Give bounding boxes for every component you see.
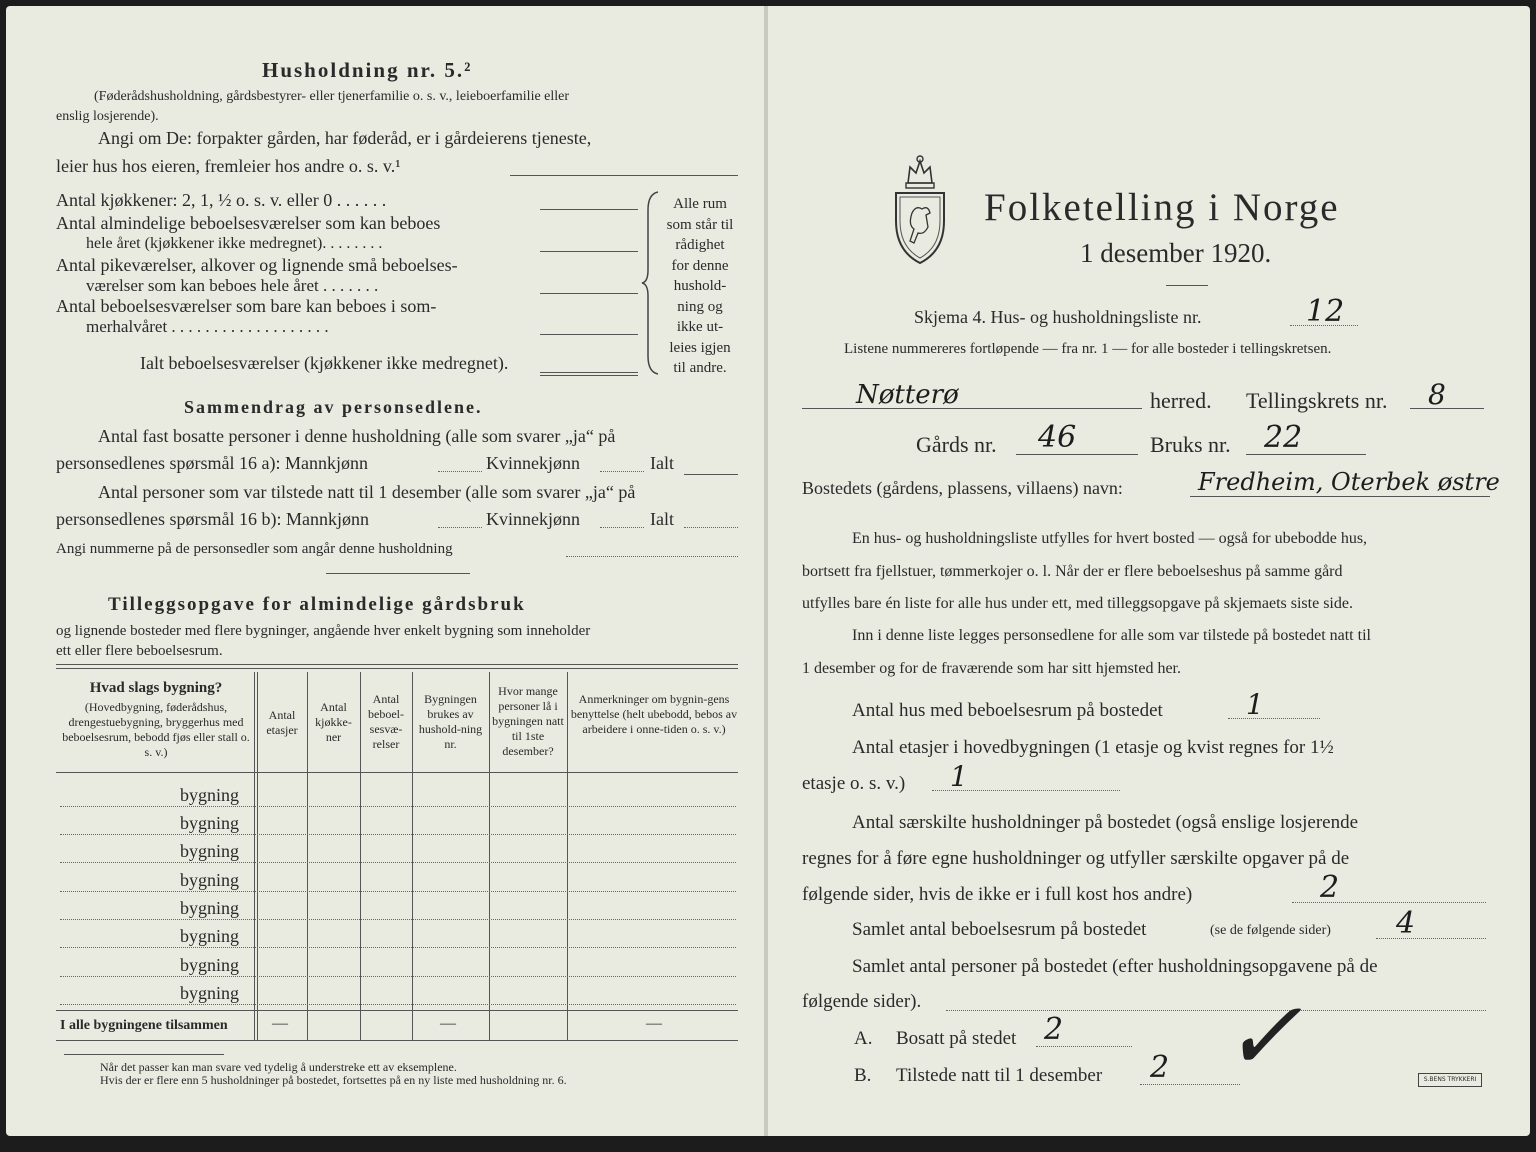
row-label: bygning	[180, 870, 240, 890]
rooms-label-2b: værelser som kan beboes hele året . . . . . . .	[86, 276, 379, 295]
summary-text-2: Antal personer som var tilstede natt til 1 desember (alle som svarer „ja“ på	[98, 482, 636, 502]
q-hush-label: Antal særskilte husholdninger på bostedet (også enslige losjerende	[852, 812, 1359, 833]
instruction-2: bortsett fra fjellstuer, tømmerkojer o. l. Når der er flere beboelseshus på samme gård	[802, 563, 1343, 580]
bruks-label: Bruks nr.	[1150, 432, 1231, 457]
household-title: Husholdning nr. 5.²	[262, 58, 473, 82]
row-label: bygning	[180, 813, 240, 833]
schema-number: 12	[1306, 294, 1345, 329]
angi-answer-line	[510, 175, 738, 176]
rooms-1-answer-line	[540, 251, 638, 252]
coat-of-arms-icon	[890, 153, 950, 267]
footnote-2: Hvis der er flere enn 5 husholdninger på bostedet, fortsettes på en ny liste med husholdning nr. 6.	[100, 1073, 567, 1087]
numbering-note: Listene nummereres fortløpende — fra nr. 1 — for alle bosteder i tellingskretsen.	[844, 341, 1332, 357]
census-date: 1 desember 1920.	[1080, 238, 1272, 268]
herred-label: herred.	[1150, 388, 1212, 413]
numbers-note: Angi nummerne på de personsedler som angår denne husholdning	[56, 541, 453, 557]
title-divider	[1166, 285, 1208, 286]
instruction-4: Inn i denne liste legges personsedlene for alle som var tilstede på bostedet natt til	[852, 627, 1371, 644]
kvinne-1-line	[600, 471, 644, 472]
instruction-1: En hus- og husholdningsliste utfylles for hvert bosted — også for ubebodde hus,	[852, 530, 1368, 547]
q-hush-label-cont2: følgende sider, hvis de ikke er i full kost hos andre)	[802, 884, 1193, 905]
supplement-text: og lignende bosteder med flere bygninger, angående hver enkelt bygning som inneholder	[56, 623, 591, 639]
footnote-rule	[64, 1054, 224, 1055]
col-header-kitchens: Antal kjøkke-ner	[315, 700, 352, 744]
kvinne-label-2: Kvinnekjønn	[486, 509, 580, 529]
q-hus-label: Antal hus med beboelsesrum på bostedet	[852, 700, 1163, 721]
q-hush-value: 2	[1320, 870, 1340, 905]
instruction-5: 1 desember og for de fraværende som har sitt hjemsted her.	[802, 660, 1181, 677]
footnote-1: Når det passer kan man svare ved tydelig å understreke ett av eksemplene.	[100, 1060, 457, 1074]
bosted-label: Bostedets (gårdens, plassens, villaens) navn:	[802, 478, 1123, 498]
table-top-rule-2	[56, 668, 738, 669]
q-rum-value: 4	[1396, 906, 1416, 941]
schema-number-line	[1290, 325, 1358, 326]
table-col-line	[412, 672, 413, 1040]
bosted-value: Fredheim, Oterbek østre	[1198, 468, 1500, 496]
krets-line	[1410, 408, 1484, 409]
q-hush-line	[1292, 902, 1486, 903]
q-pers-label: Samlet antal personer på bostedet (efter husholdningsopgavene på de	[852, 956, 1378, 977]
page-title: Folketelling i Norge	[984, 186, 1340, 229]
row-line	[60, 919, 736, 920]
kvinne-2-line	[600, 527, 644, 528]
bosted-line	[1190, 496, 1490, 497]
col-header-floors: Antal etasjer	[266, 708, 298, 737]
b-label: B.	[854, 1065, 872, 1086]
summary-text-2b: personsedlenes spørsmål 16 b): Mannkjønn	[56, 509, 369, 529]
angi-text-cont: leier hus hos eieren, fremleier hos andre o. s. v.¹	[56, 156, 401, 176]
ialt-label-2: Ialt	[650, 509, 674, 529]
table-col-line	[257, 672, 258, 1040]
row-label: bygning	[180, 785, 240, 805]
rooms-label-3: Antal beboelsesværelser som bare kan beboes i som-	[56, 296, 437, 316]
row-line	[60, 1004, 736, 1005]
summary-text-1b: personsedlenes spørsmål 16 a): Mannkjønn	[56, 453, 368, 473]
row-line	[60, 976, 736, 977]
herred-value: Nøtterø	[856, 380, 959, 410]
table-col-line	[567, 672, 568, 1040]
row-label: bygning	[180, 841, 240, 861]
bruks-value: 22	[1264, 420, 1303, 455]
check-mark-icon: ✓	[1222, 980, 1303, 1092]
row-line	[60, 834, 736, 835]
col-header-type-note: (Hovedbygning, føderådshus, drengestuebygning, bryggerhus med beboelsesrum, bebodd fjøs eller stall o. s. v.)	[62, 700, 250, 759]
rooms-label-1b: hele året (kjøkkener ikke medregnet). . . . . . . .	[86, 235, 383, 252]
q-pers-line	[946, 1010, 1486, 1011]
gards-label: Gårds nr.	[916, 432, 997, 457]
row-label: bygning	[180, 983, 240, 1003]
mann-1-line	[438, 471, 482, 472]
table-col-line	[307, 672, 308, 1040]
q-rum-label: Samlet antal beboelsesrum på bostedet	[852, 919, 1147, 940]
q-pers-label-cont: følgende sider).	[802, 991, 922, 1012]
ialt-2-line	[684, 527, 738, 528]
col-header-remarks: Anmerkninger om bygnin-gens benyttelse (helt ubebodd, bebos av arbeidere i onne-tiden o. s. v.)	[570, 692, 738, 736]
row-label: bygning	[180, 926, 240, 946]
row-label: bygning	[180, 898, 240, 918]
q-rum-note: (se de følgende sider)	[1210, 923, 1331, 938]
table-header-rule	[56, 772, 738, 773]
total-remarks-mark: —	[646, 1015, 662, 1032]
ialt-1-line	[684, 474, 738, 475]
instruction-3: utfylles bare én liste for alle hus under ett, med tilleggsopgave på skjemaets siste side.	[802, 595, 1353, 612]
table-total-rule	[56, 1010, 738, 1011]
gards-line	[1016, 454, 1138, 455]
q-etasjer-line	[932, 790, 1120, 791]
rooms-label-1: Antal almindelige beboelsesværelser som kan beboes	[56, 213, 441, 233]
q-etasjer-label-cont: etasje o. s. v.)	[802, 773, 906, 794]
printer-stamp-text: S.BENS TRYKKERI	[1423, 1076, 1477, 1083]
b-value: 2	[1150, 1050, 1170, 1085]
ialt-label-1: Ialt	[650, 453, 674, 473]
summary-title: Sammendrag av personsedlene.	[184, 397, 483, 417]
q-hus-value: 1	[1246, 688, 1264, 721]
table-col-line	[360, 672, 361, 1040]
a-text: Bosatt på stedet	[896, 1028, 1017, 1049]
bruks-line	[1246, 454, 1366, 455]
total-row-label: I alle bygningene tilsammen	[60, 1018, 228, 1033]
table-col-line	[254, 672, 255, 1040]
schema-label: Skjema 4. Hus- og husholdningsliste nr.	[914, 307, 1202, 327]
krets-label: Tellingskrets nr.	[1246, 388, 1388, 413]
kitchens-label: Antal kjøkkener: 2, 1, ½ o. s. v. eller 0 . . . . . .	[56, 190, 387, 210]
col-header-household: Bygningen brukes av hushold-ning nr.	[418, 692, 483, 751]
row-line	[60, 947, 736, 948]
printer-stamp	[1418, 1073, 1482, 1087]
kitchens-answer-line	[540, 209, 638, 210]
krets-value: 8	[1428, 378, 1446, 411]
rooms-total-line	[540, 372, 638, 373]
table-top-rule	[56, 664, 738, 665]
row-line	[60, 806, 736, 807]
kvinne-label-1: Kvinnekjønn	[486, 453, 580, 473]
row-label: bygning	[180, 955, 240, 975]
q-hus-line	[1228, 718, 1320, 719]
a-line	[1036, 1046, 1132, 1047]
total-household-mark: —	[440, 1015, 456, 1032]
numbers-line	[566, 556, 738, 557]
side-note: Alle rum som står til rådighet for denne hushold- ning og ikke ut- leies igjen til andre.	[666, 196, 734, 376]
col-header-rooms: Antal beboel-sesvæ-relser	[368, 692, 404, 751]
col-header-type: Hvad slags bygning?	[89, 680, 223, 696]
supplement-text-cont: ett eller flere beboelsesrum.	[56, 643, 223, 659]
q-etasjer-label: Antal etasjer i hovedbygningen (1 etasje og kvist regnes for 1½	[852, 737, 1334, 758]
summary-text-1: Antal fast bosatte personer i denne husholdning (alle som svarer „ja“ på	[98, 426, 616, 446]
b-text: Tilstede natt til 1 desember	[896, 1065, 1103, 1086]
rooms-label-3b: merhalvåret . . . . . . . . . . . . . . . . . . .	[86, 317, 329, 336]
row-line	[60, 862, 736, 863]
col-header-persons: Hvor mange personer lå i bygningen natt til 1ste desember?	[492, 684, 564, 758]
q-etasjer-value: 1	[950, 760, 968, 793]
rooms-total-line-2	[540, 375, 638, 376]
household-note-cont: enslig losjerende).	[56, 109, 159, 124]
a-value: 2	[1044, 1012, 1064, 1047]
rooms-label-2: Antal pikeværelser, alkover og lignende små beboelses-	[56, 255, 458, 275]
total-floors-mark: —	[272, 1015, 288, 1032]
supplement-title: Tilleggsopgave for almindelige gårdsbruk	[108, 594, 526, 615]
section-divider	[326, 573, 470, 574]
table-col-line	[489, 672, 490, 1040]
row-line	[60, 891, 736, 892]
a-label: A.	[854, 1028, 873, 1049]
herred-line	[802, 408, 1142, 409]
household-note: (Føderådshusholdning, gårdsbestyrer- eller tjenerfamilie o. s. v., leieboerfamilie eller	[94, 89, 570, 104]
rooms-2-answer-line	[540, 293, 638, 294]
rooms-total-label: Ialt beboelsesværelser (kjøkkener ikke medregnet).	[140, 353, 509, 373]
q-rum-line	[1376, 938, 1486, 939]
gards-value: 46	[1038, 420, 1077, 455]
angi-text: Angi om De: forpakter gården, har føderåd, er i gårdeierens tjeneste,	[98, 128, 592, 148]
q-hush-label-cont: regnes for å føre egne husholdninger og utfyller særskilte opgaver på de	[802, 848, 1350, 869]
rooms-3-answer-line	[540, 334, 638, 335]
mann-2-line	[438, 527, 482, 528]
table-bottom-rule	[56, 1040, 738, 1041]
